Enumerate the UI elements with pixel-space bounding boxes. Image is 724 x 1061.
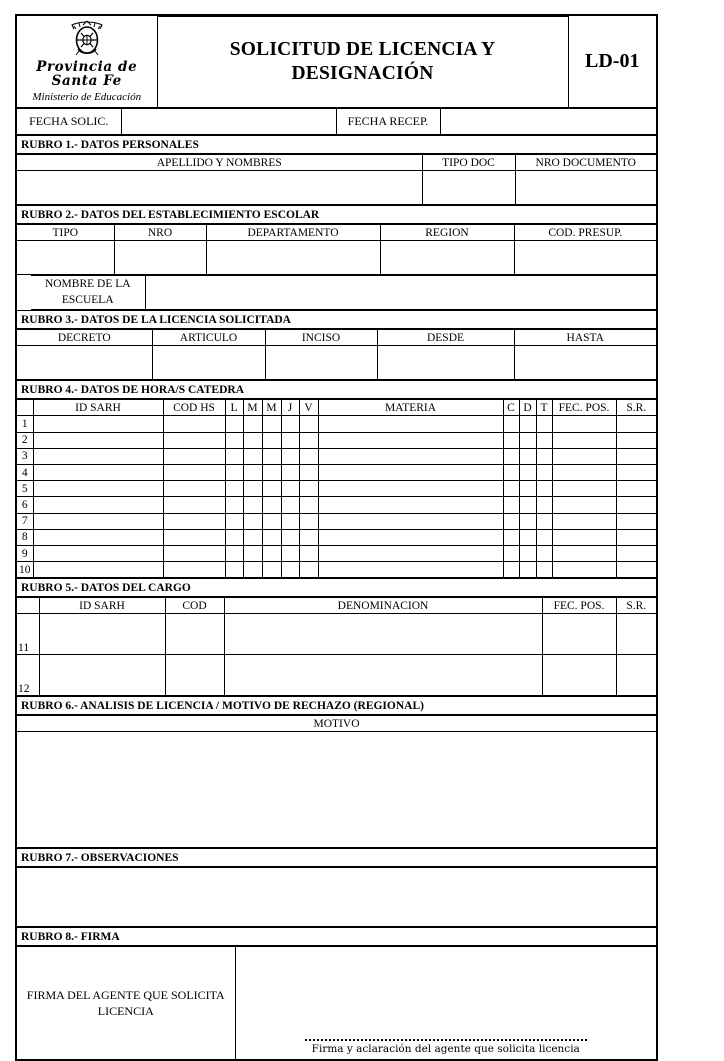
cell-sr[interactable] xyxy=(616,481,656,497)
col-region: REGION xyxy=(380,225,514,241)
row-number: 5 xyxy=(17,481,33,497)
rubro7-heading: RUBRO 7.- OBSERVACIONES xyxy=(17,849,656,867)
table-row xyxy=(17,655,656,696)
cell-sr[interactable] xyxy=(616,529,656,545)
cell-materia[interactable] xyxy=(318,545,503,561)
cell-c[interactable] xyxy=(503,562,519,578)
cell-sr[interactable] xyxy=(616,545,656,561)
school-name-label: NOMBRE DE LA ESCUELA xyxy=(31,276,145,310)
form-header xyxy=(17,16,656,108)
cell-materia[interactable] xyxy=(318,497,503,513)
col-miercoles: M xyxy=(262,400,281,416)
table-row xyxy=(17,545,656,561)
rubro1-section xyxy=(17,135,656,154)
col-cod-hs: COD HS xyxy=(163,400,225,416)
cell-cod-hs[interactable] xyxy=(163,513,225,529)
col-decreto: DECRETO xyxy=(17,330,152,346)
cell-sr[interactable] xyxy=(616,655,656,696)
col-nro: NRO xyxy=(114,225,206,241)
col-sr: S.R. xyxy=(616,400,656,416)
cell-d[interactable] xyxy=(519,545,536,561)
rubro8-table xyxy=(17,946,656,1059)
rubro8-section xyxy=(17,927,656,946)
cell-materia[interactable] xyxy=(318,481,503,497)
cell-materia[interactable] xyxy=(318,529,503,545)
cell-cod-hs[interactable] xyxy=(163,529,225,545)
cell-martes[interactable] xyxy=(243,529,262,545)
col-nro-documento: NRO DOCUMENTO xyxy=(515,155,656,171)
row-number: 3 xyxy=(17,448,33,464)
rubro5-header-row xyxy=(17,598,656,614)
col-motivo: MOTIVO xyxy=(17,716,656,732)
cell-materia[interactable] xyxy=(318,513,503,529)
cell-id-sarh[interactable] xyxy=(33,432,163,448)
cell-martes[interactable] xyxy=(243,416,262,432)
cell-d[interactable] xyxy=(519,562,536,578)
rubro2-heading: RUBRO 2.- DATOS DEL ESTABLECIMIENTO ESCOLAR xyxy=(17,206,656,224)
cell-c[interactable] xyxy=(503,513,519,529)
signature-canvas[interactable] xyxy=(236,975,657,1039)
signature-left-label: FIRMA DEL AGENTE QUE SOLICITA LICENCIA xyxy=(17,947,235,1060)
cell-materia[interactable] xyxy=(318,448,503,464)
cell-lunes[interactable] xyxy=(225,562,243,578)
col-desde: DESDE xyxy=(377,330,514,346)
cell-viernes[interactable] xyxy=(299,513,318,529)
table-row xyxy=(17,481,656,497)
cell-d[interactable] xyxy=(519,529,536,545)
cell-id-sarh[interactable] xyxy=(33,513,163,529)
rubro8-heading: RUBRO 8.- FIRMA xyxy=(17,928,656,946)
col-jueves: J xyxy=(281,400,299,416)
row-number: 2 xyxy=(17,432,33,448)
cell-miercoles[interactable] xyxy=(262,529,281,545)
cell-fec-pos[interactable] xyxy=(542,614,616,655)
cell-lunes[interactable] xyxy=(225,432,243,448)
cell-miercoles[interactable] xyxy=(262,465,281,481)
province-name: Provincia de Santa Fe xyxy=(36,58,138,90)
rubro6-table xyxy=(17,715,656,848)
logo-cell xyxy=(17,17,157,108)
school-name-input[interactable] xyxy=(145,276,656,310)
cell-d[interactable] xyxy=(519,432,536,448)
cell-cod[interactable] xyxy=(165,614,224,655)
col-id-sarh: ID SARH xyxy=(33,400,163,416)
cell-c[interactable] xyxy=(503,448,519,464)
field-tipo-doc[interactable] xyxy=(422,171,515,205)
cell-fec-pos[interactable] xyxy=(552,545,616,561)
table-row xyxy=(17,448,656,464)
cell-jueves[interactable] xyxy=(281,416,299,432)
cell-t[interactable] xyxy=(536,545,552,561)
cell-fec-pos[interactable] xyxy=(552,562,616,578)
cell-sr[interactable] xyxy=(616,497,656,513)
table-row xyxy=(17,497,656,513)
rubro3-section xyxy=(17,310,656,329)
cell-materia[interactable] xyxy=(318,432,503,448)
field-apellido-nombres[interactable] xyxy=(17,171,422,205)
title-line-1: SOLICITUD DE LICENCIA Y xyxy=(229,39,496,61)
cell-c[interactable] xyxy=(503,465,519,481)
form-ld01 xyxy=(15,14,658,1061)
cell-miercoles[interactable] xyxy=(262,545,281,561)
cell-fec-pos[interactable] xyxy=(552,513,616,529)
school-name-row xyxy=(17,275,656,310)
fecha-solic-label: FECHA SOLIC. xyxy=(17,109,121,135)
col-t: T xyxy=(536,400,552,416)
rubro3-table xyxy=(17,329,656,380)
rubro7-table xyxy=(17,867,656,927)
cell-cod-hs[interactable] xyxy=(163,545,225,561)
cell-c[interactable] xyxy=(503,481,519,497)
cell-jueves[interactable] xyxy=(281,545,299,561)
cell-viernes[interactable] xyxy=(299,529,318,545)
col-row-number xyxy=(17,400,33,416)
cell-miercoles[interactable] xyxy=(262,513,281,529)
cell-d[interactable] xyxy=(519,448,536,464)
rubro7-section xyxy=(17,848,656,867)
cell-c[interactable] xyxy=(503,432,519,448)
cell-lunes[interactable] xyxy=(225,448,243,464)
rubro1-heading: RUBRO 1.- DATOS PERSONALES xyxy=(17,136,656,154)
cell-id-sarh[interactable] xyxy=(33,465,163,481)
cell-martes[interactable] xyxy=(243,497,262,513)
col-id-sarh: ID SARH xyxy=(39,598,165,614)
santa-fe-crest-icon xyxy=(67,19,107,59)
cell-lunes[interactable] xyxy=(225,465,243,481)
cell-sr[interactable] xyxy=(616,562,656,578)
cell-fec-pos[interactable] xyxy=(552,481,616,497)
table-row xyxy=(17,529,656,545)
fecha-recep-label: FECHA RECEP. xyxy=(336,109,440,135)
cell-cod-hs[interactable] xyxy=(163,481,225,497)
cell-id-sarh[interactable] xyxy=(33,562,163,578)
school-spacer xyxy=(17,276,31,310)
form-code: LD-01 xyxy=(568,17,656,108)
cell-cod[interactable] xyxy=(165,655,224,696)
cell-t[interactable] xyxy=(536,513,552,529)
field-nro[interactable] xyxy=(114,241,206,275)
cell-jueves[interactable] xyxy=(281,481,299,497)
col-sr: S.R. xyxy=(616,598,656,614)
cell-miercoles[interactable] xyxy=(262,432,281,448)
table-row xyxy=(17,465,656,481)
cell-sr[interactable] xyxy=(616,448,656,464)
cell-fec-pos[interactable] xyxy=(552,448,616,464)
col-cod: COD xyxy=(165,598,224,614)
cell-viernes[interactable] xyxy=(299,562,318,578)
row-number: 1 xyxy=(17,416,33,432)
row-number: 12 xyxy=(17,655,39,696)
field-desde[interactable] xyxy=(377,346,514,380)
cell-materia[interactable] xyxy=(318,416,503,432)
cell-t[interactable] xyxy=(536,529,552,545)
cell-t[interactable] xyxy=(536,416,552,432)
cell-cod-hs[interactable] xyxy=(163,465,225,481)
cell-miercoles[interactable] xyxy=(262,416,281,432)
rubro2-table xyxy=(17,224,656,275)
rubro3-heading: RUBRO 3.- DATOS DE LA LICENCIA SOLICITADA xyxy=(17,311,656,329)
col-row-number xyxy=(17,598,39,614)
row-number: 8 xyxy=(17,529,33,545)
cell-fec-pos[interactable] xyxy=(552,432,616,448)
cell-t[interactable] xyxy=(536,465,552,481)
cell-viernes[interactable] xyxy=(299,497,318,513)
cell-viernes[interactable] xyxy=(299,432,318,448)
col-hasta: HASTA xyxy=(514,330,656,346)
cell-c[interactable] xyxy=(503,545,519,561)
cell-fec-pos[interactable] xyxy=(552,497,616,513)
cell-t[interactable] xyxy=(536,481,552,497)
field-tipo[interactable] xyxy=(17,241,114,275)
cell-t[interactable] xyxy=(536,432,552,448)
cell-miercoles[interactable] xyxy=(262,481,281,497)
cell-t[interactable] xyxy=(536,497,552,513)
cell-sr[interactable] xyxy=(616,432,656,448)
rubro5-table xyxy=(17,597,656,696)
col-tipo-doc: TIPO DOC xyxy=(422,155,515,171)
cell-viernes[interactable] xyxy=(299,545,318,561)
cell-fec-pos[interactable] xyxy=(552,416,616,432)
title-line-2: DESIGNACIÓN xyxy=(291,63,434,85)
table-row xyxy=(17,562,656,578)
col-cod-presup: COD. PRESUP. xyxy=(514,225,656,241)
cell-lunes[interactable] xyxy=(225,529,243,545)
cell-lunes[interactable] xyxy=(225,513,243,529)
field-cod-presup[interactable] xyxy=(514,241,656,275)
cell-jueves[interactable] xyxy=(281,497,299,513)
cell-d[interactable] xyxy=(519,465,536,481)
signature-area[interactable] xyxy=(235,947,656,1060)
rubro6-heading: RUBRO 6.- ANALISIS DE LICENCIA / MOTIVO DE RECHAZO (REGIONAL) xyxy=(17,697,656,715)
cell-materia[interactable] xyxy=(318,465,503,481)
dates-row xyxy=(17,108,656,135)
field-region[interactable] xyxy=(380,241,514,275)
cell-martes[interactable] xyxy=(243,448,262,464)
rubro4-header-row xyxy=(17,400,656,416)
cell-sr[interactable] xyxy=(616,513,656,529)
table-row xyxy=(17,614,656,655)
cell-denominacion[interactable] xyxy=(224,655,542,696)
rubro2-section xyxy=(17,205,656,224)
cell-martes[interactable] xyxy=(243,545,262,561)
col-inciso: INCISO xyxy=(265,330,377,346)
cell-martes[interactable] xyxy=(243,513,262,529)
col-tipo: TIPO xyxy=(17,225,114,241)
col-departamento: DEPARTAMENTO xyxy=(206,225,380,241)
col-lunes: L xyxy=(225,400,243,416)
page-title xyxy=(157,17,568,108)
cell-martes[interactable] xyxy=(243,562,262,578)
fecha-recep-input[interactable] xyxy=(440,109,656,135)
cell-cod-hs[interactable] xyxy=(163,448,225,464)
field-departamento[interactable] xyxy=(206,241,380,275)
motivo-textarea[interactable] xyxy=(17,732,656,848)
cell-lunes[interactable] xyxy=(225,416,243,432)
rubro5-heading: RUBRO 5.- DATOS DEL CARGO xyxy=(17,579,656,597)
cell-d[interactable] xyxy=(519,481,536,497)
signature-caption: Firma y aclaración del agente que solicita licencia xyxy=(311,1043,580,1056)
fecha-solic-input[interactable] xyxy=(121,109,336,135)
cell-denominacion[interactable] xyxy=(224,614,542,655)
cell-cod-hs[interactable] xyxy=(163,432,225,448)
cell-id-sarh[interactable] xyxy=(33,448,163,464)
cell-lunes[interactable] xyxy=(225,497,243,513)
table-row xyxy=(17,513,656,529)
row-number: 6 xyxy=(17,497,33,513)
col-c: C xyxy=(503,400,519,416)
col-viernes: V xyxy=(299,400,318,416)
cell-sr[interactable] xyxy=(616,465,656,481)
cell-d[interactable] xyxy=(519,497,536,513)
row-number: 4 xyxy=(17,465,33,481)
field-inciso[interactable] xyxy=(265,346,377,380)
cell-jueves[interactable] xyxy=(281,562,299,578)
rubro1-table xyxy=(17,154,656,205)
ministry-name: Ministerio de Educación xyxy=(32,91,142,104)
cell-id-sarh[interactable] xyxy=(33,481,163,497)
col-fec-pos: FEC. POS. xyxy=(552,400,616,416)
field-nro-documento[interactable] xyxy=(515,171,656,205)
cell-jueves[interactable] xyxy=(281,513,299,529)
cell-fec-pos[interactable] xyxy=(542,655,616,696)
rubro4-section xyxy=(17,380,656,399)
cell-c[interactable] xyxy=(503,497,519,513)
cell-jueves[interactable] xyxy=(281,448,299,464)
cell-d[interactable] xyxy=(519,513,536,529)
signature-line xyxy=(305,1039,587,1041)
rubro4-heading: RUBRO 4.- DATOS DE HORA/S CATEDRA xyxy=(17,381,656,399)
cell-d[interactable] xyxy=(519,416,536,432)
col-martes: M xyxy=(243,400,262,416)
row-number: 7 xyxy=(17,513,33,529)
table-row xyxy=(17,416,656,432)
cell-sr[interactable] xyxy=(616,416,656,432)
rubro4-table xyxy=(17,399,656,578)
col-apellido-nombres: APELLIDO Y NOMBRES xyxy=(17,155,422,171)
cell-cod-hs[interactable] xyxy=(163,416,225,432)
cell-id-sarh[interactable] xyxy=(33,529,163,545)
cell-cod-hs[interactable] xyxy=(163,562,225,578)
col-d: D xyxy=(519,400,536,416)
cell-id-sarh[interactable] xyxy=(33,416,163,432)
cell-id-sarh[interactable] xyxy=(39,655,165,696)
cell-miercoles[interactable] xyxy=(262,562,281,578)
cell-miercoles[interactable] xyxy=(262,448,281,464)
cell-t[interactable] xyxy=(536,448,552,464)
cell-martes[interactable] xyxy=(243,432,262,448)
cell-cod-hs[interactable] xyxy=(163,497,225,513)
cell-viernes[interactable] xyxy=(299,465,318,481)
cell-viernes[interactable] xyxy=(299,448,318,464)
cell-id-sarh[interactable] xyxy=(33,497,163,513)
table-row xyxy=(17,432,656,448)
observaciones-textarea[interactable] xyxy=(17,868,656,927)
cell-jueves[interactable] xyxy=(281,432,299,448)
cell-lunes[interactable] xyxy=(225,545,243,561)
cell-viernes[interactable] xyxy=(299,481,318,497)
cell-t[interactable] xyxy=(536,562,552,578)
cell-c[interactable] xyxy=(503,529,519,545)
cell-materia[interactable] xyxy=(318,562,503,578)
row-number: 9 xyxy=(17,545,33,561)
col-articulo: ARTICULO xyxy=(152,330,265,346)
cell-jueves[interactable] xyxy=(281,465,299,481)
cell-id-sarh[interactable] xyxy=(39,614,165,655)
cell-id-sarh[interactable] xyxy=(33,545,163,561)
cell-sr[interactable] xyxy=(616,614,656,655)
row-number: 10 xyxy=(17,562,33,578)
cell-viernes[interactable] xyxy=(299,416,318,432)
col-fec-pos: FEC. POS. xyxy=(542,598,616,614)
field-decreto[interactable] xyxy=(17,346,152,380)
col-materia: MATERIA xyxy=(318,400,503,416)
cell-martes[interactable] xyxy=(243,465,262,481)
rubro5-section xyxy=(17,578,656,597)
cell-miercoles[interactable] xyxy=(262,497,281,513)
field-hasta[interactable] xyxy=(514,346,656,380)
col-denominacion: DENOMINACION xyxy=(224,598,542,614)
cell-c[interactable] xyxy=(503,416,519,432)
rubro6-section xyxy=(17,696,656,715)
row-number: 11 xyxy=(17,614,39,655)
cell-fec-pos[interactable] xyxy=(552,529,616,545)
cell-jueves[interactable] xyxy=(281,529,299,545)
cell-fec-pos[interactable] xyxy=(552,465,616,481)
field-articulo[interactable] xyxy=(152,346,265,380)
cell-lunes[interactable] xyxy=(225,481,243,497)
cell-martes[interactable] xyxy=(243,481,262,497)
